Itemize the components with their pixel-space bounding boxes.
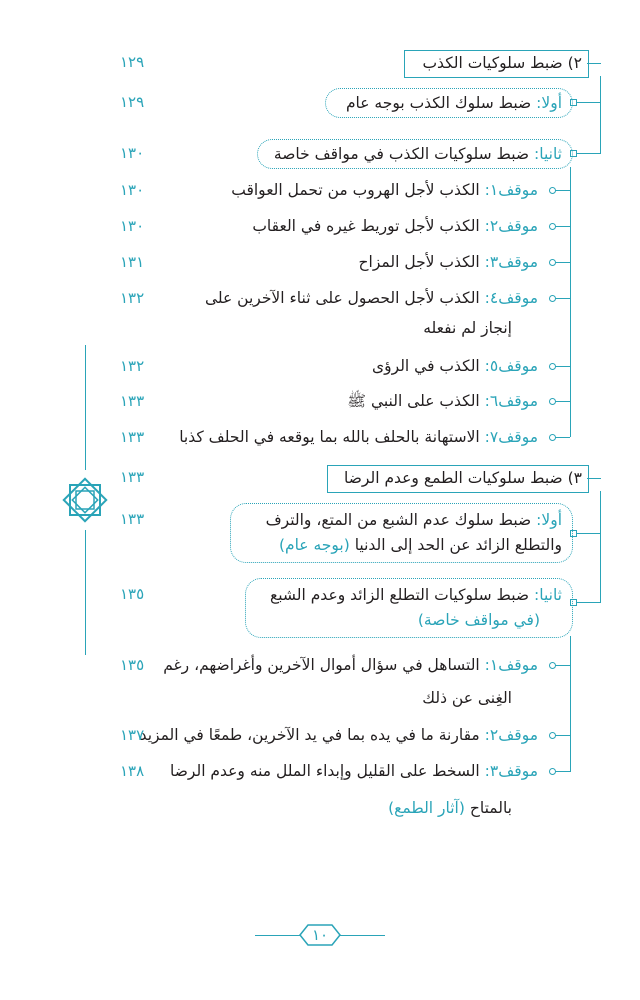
section3-item-1-cont: الغِنى عن ذلك — [422, 689, 512, 707]
section2-item-6-page: ١٣٣ — [120, 392, 145, 410]
section2-item-5[interactable]: موقف٥: الكذب في الرؤى — [372, 357, 538, 375]
section3-first-cont: والتطلع الزائد عن الحد إلى الدنيا (بوجه عام) — [278, 536, 562, 554]
circle-bullet-icon — [549, 662, 556, 669]
section3-connector — [600, 491, 601, 603]
section3-item-3-cont: بالمتاح (آثار الطمع) — [388, 799, 512, 817]
section3-second[interactable]: ثانيا: ضبط سلوكيات التطلع الزائد وعدم الشبع — [270, 586, 562, 604]
circle-bullet-icon — [549, 768, 556, 775]
circle-bullet-icon — [549, 363, 556, 370]
circle-bullet-icon — [549, 295, 556, 302]
section2-item-1-page: ١٣٠ — [120, 181, 145, 199]
section3-title[interactable]: ٣) ضبط سلوكيات الطمع وعدم الرضا — [344, 469, 582, 487]
section2-item-7[interactable]: موقف٧: الاستهانة بالحلف بالله بما يوقعه في الحلف كذبا — [179, 428, 538, 446]
side-rail-bottom — [85, 530, 86, 655]
section2-item-2-page: ١٣٠ — [120, 217, 145, 235]
section3-page: ١٣٣ — [120, 468, 145, 486]
circle-bullet-icon — [549, 187, 556, 194]
section3-second-page: ١٣٥ — [120, 585, 145, 603]
ornament-star-icon — [55, 470, 115, 530]
section3-first-page: ١٣٣ — [120, 510, 145, 528]
section3-first-note: (بوجه عام) — [278, 536, 350, 554]
section3-item-3[interactable]: موقف٣: السخط على القليل وإبداء الملل منه وعدم الرضا — [170, 762, 538, 780]
circle-bullet-icon — [549, 259, 556, 266]
section2-item-5-page: ١٣٢ — [120, 357, 145, 375]
section3-item-3-page: ١٣٨ — [120, 762, 145, 780]
section3-first[interactable]: أولا: ضبط سلوك عدم الشبع من المتع، والترف — [265, 511, 562, 529]
section3-item-1[interactable]: موقف١: التساهل في سؤال أموال الآخرين وأغراضهم، رغم — [163, 656, 538, 674]
section3-item-3-note: (آثار الطمع) — [388, 799, 465, 817]
section3-second-note: (في مواقف خاصة) — [417, 611, 540, 629]
circle-bullet-icon — [549, 434, 556, 441]
footer-line-left — [255, 935, 300, 936]
section3-item-2-page: ١٣٧ — [120, 726, 145, 744]
footer-line-right — [340, 935, 385, 936]
section2-item-2[interactable]: موقف٢: الكذب لأجل توريط غيره في العقاب — [252, 217, 538, 235]
section3-items-connector — [570, 636, 571, 772]
section3-item-2[interactable]: موقف٢: مقارنة ما في يده بما في يد الآخرين، طمعًا في المزيد — [139, 726, 538, 744]
section2-first[interactable]: أولا: ضبط سلوك الكذب بوجه عام — [345, 94, 562, 112]
circle-bullet-icon — [549, 398, 556, 405]
circle-bullet-icon — [549, 223, 556, 230]
section2-item-4-page: ١٣٢ — [120, 289, 145, 307]
section2-item-1[interactable]: موقف١: الكذب لأجل الهروب من تحمل العواقب — [231, 181, 538, 199]
section2-second[interactable]: ثانيا: ضبط سلوكيات الكذب في مواقف خاصة — [273, 145, 562, 163]
section2-title[interactable]: ٢) ضبط سلوكيات الكذب — [422, 54, 582, 72]
circle-bullet-icon — [549, 732, 556, 739]
section2-first-page: ١٢٩ — [120, 93, 145, 111]
section3-item-1-page: ١٣٥ — [120, 656, 145, 674]
section2-item-3[interactable]: موقف٣: الكذب لأجل المزاح — [358, 253, 538, 271]
section2-item-6[interactable]: موقف٦: الكذب على النبي ﷺ — [347, 392, 538, 410]
section2-item-4-cont: إنجاز لم نفعله — [423, 319, 512, 337]
section2-item-7-page: ١٣٣ — [120, 428, 145, 446]
section2-item-4[interactable]: موقف٤: الكذب لأجل الحصول على ثناء الآخرين على — [204, 289, 538, 307]
side-rail-top — [85, 345, 86, 470]
footer-page-number: ١٠ — [311, 926, 329, 944]
section2-items-connector — [570, 167, 571, 437]
section2-connector — [600, 76, 601, 154]
section2-page: ١٢٩ — [120, 53, 145, 71]
section2-item-3-page: ١٣١ — [120, 253, 145, 271]
section2-second-page: ١٣٠ — [120, 144, 145, 162]
